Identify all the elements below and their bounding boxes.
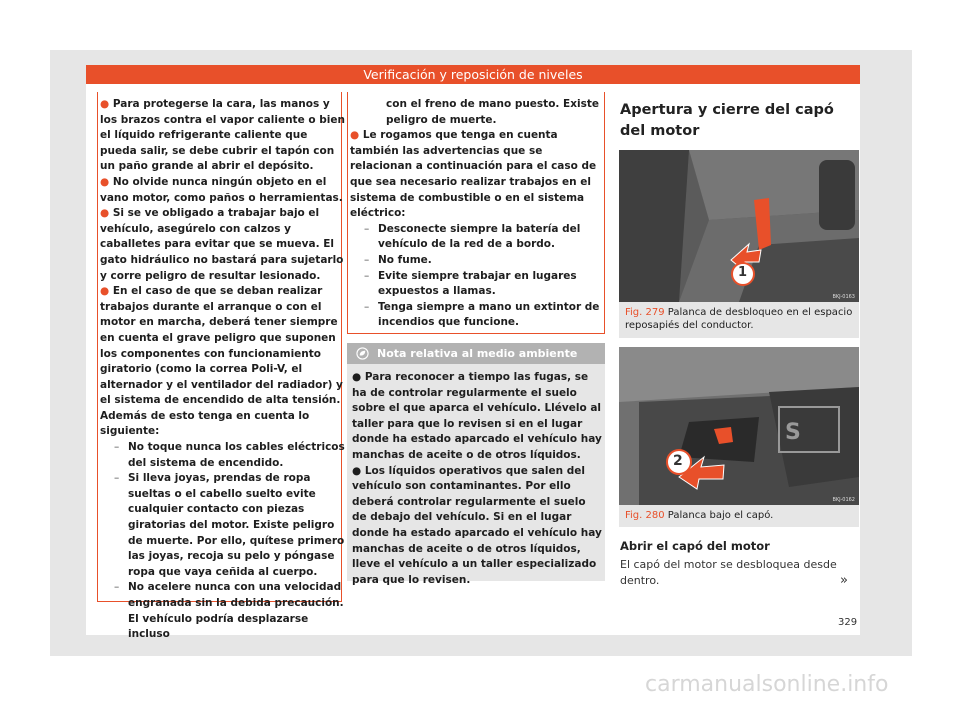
dash-item: – No fume. (350, 253, 600, 269)
svg-text:S: S (785, 420, 801, 445)
warning-column-middle (350, 97, 600, 331)
figure-code: BKJ-0162 (832, 497, 855, 503)
figure-caption-text: Palanca bajo el capó. (667, 510, 774, 521)
page-header: Verificación y reposición de niveles (86, 65, 860, 84)
continue-arrow-icon: » (840, 573, 848, 588)
bullet-item: ● No olvide nunca ningún objeto en el vano motor, como paños o herramientas. (100, 175, 343, 204)
bullet-item: ● Para protegerse la cara, las manos y los brazos contra el vapor caliente o bien el líquido refrigerante caliente que pueda salir, se debe cubrir el tapón con un paño grande al abrir el depósito. (100, 98, 345, 173)
figure-label: Fig. 280 (625, 510, 665, 521)
figure-code: BKJ-0163 (832, 294, 855, 300)
dash-item: – No toque nunca los cables eléctricos del sistema de encendido. (100, 440, 345, 471)
dash-item: – Desconecte siempre la batería del vehículo de la red de a bordo. (350, 222, 600, 253)
figure-caption-text: Palanca de desbloqueo en el espacio reposapiés del conductor. (625, 307, 853, 331)
subsection-title: Abrir el capó del motor (620, 539, 770, 553)
figure-279-caption (619, 302, 859, 338)
figure-marker: 2 (673, 453, 683, 469)
page-number: 329 (838, 617, 858, 628)
bullet-icon: ● (100, 175, 110, 188)
bullet-item: ● Si se ve obligado a trabajar bajo el vehículo, asegúrelo con calzos y caballetes para evitar que se mueva. El gato hidráulico no bastará para sujetarlo y corre peligro de resultar lesionado. (100, 207, 344, 282)
dash-item: – Si lleva joyas, prendas de ropa sueltas o el cabello suelto evite cualquier contacto con piezas giratorias del motor. Existe peligro de muerte. Por ello, quítese primero las joyas, recoja su pelo y póngase ropa que vaya ceñida al cuerpo. (100, 471, 345, 580)
section-title: Apertura y cierre del capó del motor (620, 102, 834, 139)
bullet-icon: ● (100, 98, 110, 110)
figure-280-caption (619, 505, 859, 527)
watermark: carmanualsonline.info (645, 672, 889, 697)
bullet-item: ● En el caso de que se deban realizar trabajos durante el arranque o con el motor en marcha, deberá tener siempre en cuenta el grave peligro que suponen los componentes con funcionamiento giratorio (como la correa Poli-V, el alternador y el ventilador del radiador) y el sistema de encendido de alta tensión. Además de esto tenga en cuenta lo siguiente: (100, 285, 343, 438)
environment-note-title: Nota relativa al medio ambiente (347, 343, 605, 364)
figure-label: Fig. 279 (625, 307, 665, 318)
bullet-item: ● Los líquidos operativos que salen del vehículo son contaminantes. Por ello deberá controlar regularmente el suelo de debajo del vehículo. Si en el lugar donde ha estado aparcado el vehículo hay manchas de aceite o de otros líquidos, lleve el vehículo a un taller especializado para que lo revisen. (352, 464, 602, 586)
continued-text: con el freno de mano puesto. Existe peligro de muerte. (386, 98, 599, 126)
environment-note-body (352, 370, 602, 588)
figure-279-image (619, 150, 859, 302)
dash-item: – Tenga siempre a mano un extintor de incendios que funcione. (350, 300, 600, 331)
bullet-icon: ● (352, 464, 362, 477)
figure-marker: 1 (738, 265, 748, 280)
bullet-item: ● Para reconocer a tiempo las fugas, se ha de controlar regularmente el suelo sobre el que aparca el vehículo. Llévelo al taller para que lo revisen si en el lugar donde ha estado aparcado el vehículo hay manchas de aceite o de otros líquidos. (352, 371, 602, 461)
bullet-item: ● Le rogamos que tenga en cuenta también las advertencias que se relacionan a continuación para el caso de que sea necesario realizar trabajos en el sistema de combustible o en el sistema eléctrico: (350, 129, 597, 220)
warning-column-left (100, 97, 345, 643)
figure-280-image (619, 347, 859, 505)
dash-item: – Evite siempre trabajar en lugares expuestos a llamas. (350, 269, 600, 300)
hood-illustration (619, 347, 859, 505)
bullet-icon: ● (350, 129, 360, 142)
dash-item: – No acelere nunca con una velocidad engranada sin la debida precaución. El vehículo podría desplazarse incluso (100, 580, 345, 642)
bullet-icon: ● (352, 371, 362, 383)
bullet-icon: ● (100, 285, 110, 298)
leaf-icon (356, 347, 369, 360)
body-paragraph: El capó del motor se desbloquea desde dentro. (620, 558, 837, 587)
bullet-icon: ● (100, 207, 110, 220)
